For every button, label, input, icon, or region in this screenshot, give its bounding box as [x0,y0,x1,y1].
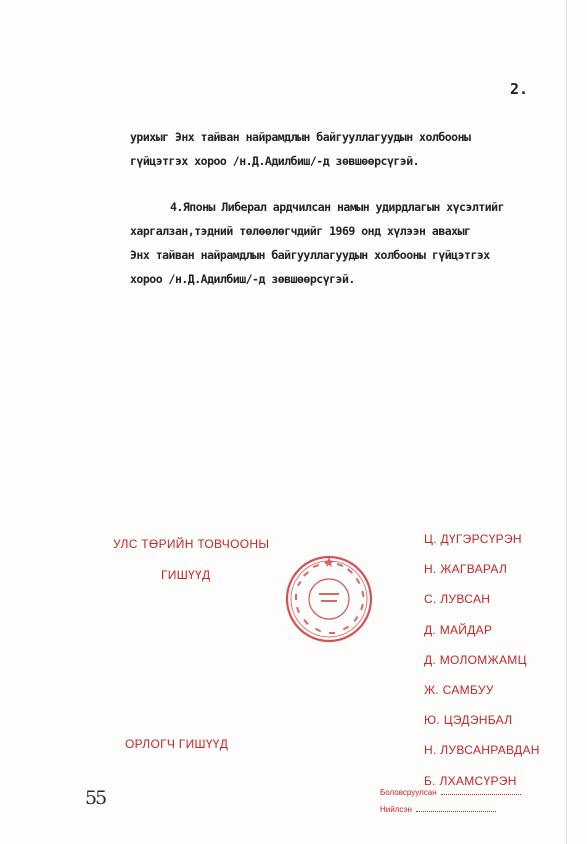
footer-approved-row [380,788,521,805]
signature-names-list [424,530,540,802]
signatory-name: Н. ЛУВСАНРАВДАН [424,743,540,758]
text-line-6: хороо /н.Д.Адилбиш/-д зөвшөөрсүгэй. [130,272,355,286]
official-seal-stamp [283,553,375,645]
footer-verified-row [380,805,521,822]
signatory-name: Ж. САМБУУ [424,682,494,697]
paragraph-gap [130,173,550,195]
alternate-members-label: ОРЛОГЧ ГИШҮҮД [125,737,229,751]
handwritten-number: 55 [85,787,106,809]
signatory-name: Ю. ЦЭДЭНБАЛ [424,713,513,728]
verified-label: Нийлсэн [380,805,412,814]
signatory-name: Ц. ДҮГЭРСҮРЭН [424,532,522,546]
text-line-5: Энх тайван найрамдлын байгууллагуудын холбооны гүйцэтгэх [130,248,490,262]
signatory-name: Б. ЛХАМСҮРЭН [424,773,517,788]
text-line-1: урихыг Энх тайван найрамдлын байгууллагуудын холбооны [130,130,471,144]
seal-icon [283,553,375,645]
text-line-2: гүйцэтгэх хороо /н.Д.Адилбиш/-д зөвшөөрсүгэй. [130,154,420,168]
signatory-name: Д. МОЛОМЖАМЦ [424,652,527,667]
text-line-3: 4.Японы Либерал ардчилсан намын удирдлагын хүсэлтийг [170,200,505,214]
resolution-text [130,125,550,291]
page-number: 2. [510,80,529,98]
dotted-line [416,805,496,812]
approved-label: Боловсруулсан [380,788,437,797]
signatory-name: Д. МАЙДАР [424,622,493,637]
members-label: ГИШҮҮД [161,568,211,582]
politburo-label: УЛС ТӨРИЙН ТОВЧООНЫ [113,537,270,551]
dotted-line [441,788,521,795]
signatory-name: С. ЛУВСАН [424,592,491,607]
footer-fields [380,788,521,822]
text-line-4: харгалзан,тэдний төлөөлөгчдийг 1969 онд хүлээн авахыг [130,224,471,238]
signatory-name: Н. ЖАГВАРАЛ [424,562,508,577]
page-edge-line [566,0,567,844]
